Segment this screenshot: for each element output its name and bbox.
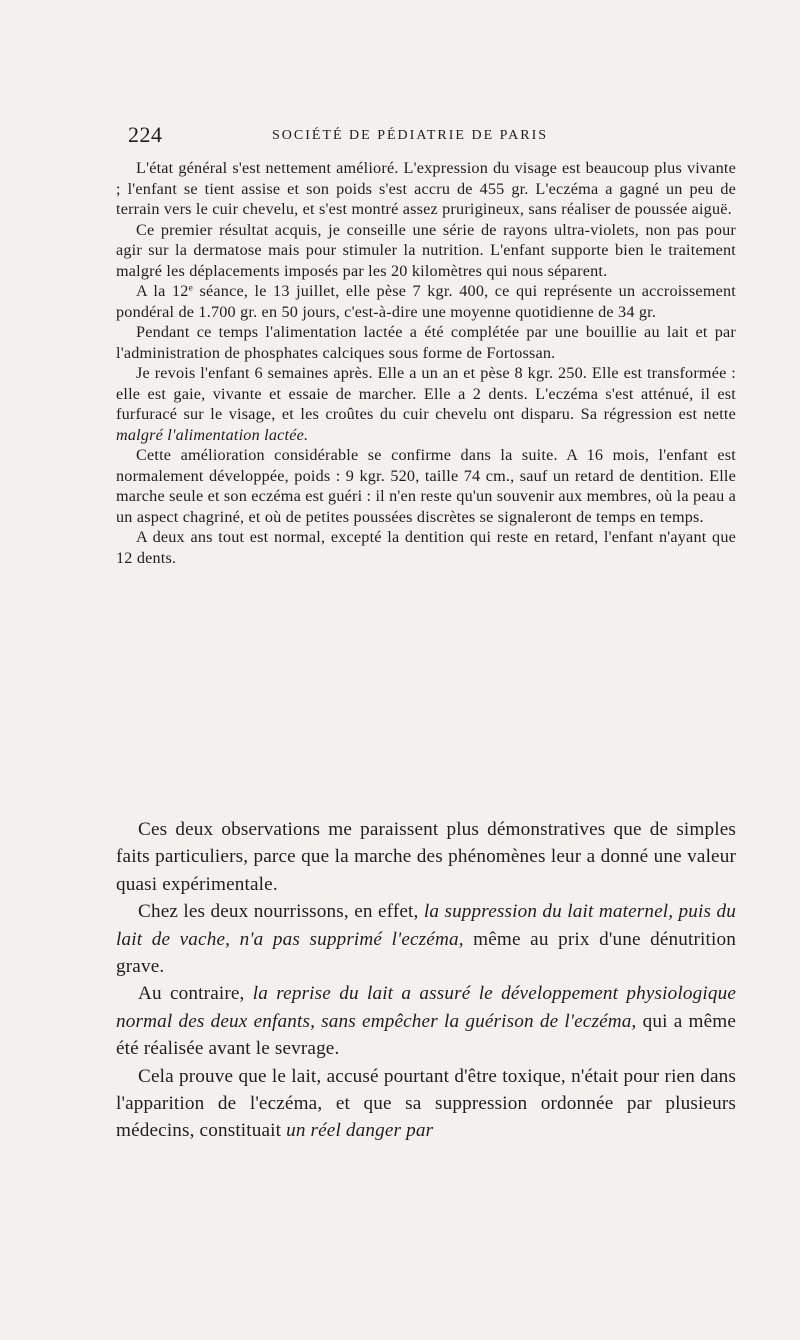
paragraph: Au contraire, la reprise du lait a assuré le développement physiologique normal des deux enfants, sans empêcher la guérison de l'eczéma, qui a même été réalisée avant le sevrage. [116,983,736,1060]
paragraph: Cette amélioration considérable se confirme dans la suite. A 16 mois, l'enfant est normalement développée, poids : 9 kgr. 520, taille 74 cm., sauf un retard de dentition. Elle marche seule et son eczéma est guéri : il n'en reste qu'un souvenir aux membres, où la peau a un aspect chagriné, et où de petites poussées discrètes se signaleront de temps en temps. [116,446,737,526]
paragraph: Chez les deux nourrissons, en effet, la suppression du lait maternel, puis du lait de vache, n'a pas supprimé l'eczéma, même au prix d'une dénutrition grave. [116,901,736,978]
paragraph: Pendant ce temps l'alimentation lactée a été complétée par une bouillie au lait et par l'administration de phosphates calciques sous forme de Fortossan. [116,323,736,362]
italic-emphasis: la suppression du lait maternel, puis du lait de vache, n'a pas supprimé l'eczéma [116,901,736,950]
paragraph: Cela prouve que le lait, accusé pourtant d'être toxique, n'était pour rien dans l'apparition de l'eczéma, et que sa suppression ordonnée par plusieurs médecins, constituait un réel danger par [116,1065,736,1142]
observation-text [116,158,736,568]
italic-emphasis: malgré l'alimentation lactée. [116,425,309,444]
paragraph: Ces deux observations me paraissent plus démonstratives que de simples faits particuliers, parce que la marche des phénomènes leur a donné une valeur quasi expérimentale. [116,819,736,895]
conclusion-text [116,816,736,1145]
page-header [128,122,736,154]
paragraph: Je revois l'enfant 6 semaines après. Elle a un an et pèse 8 kgr. 250. Elle est transformée : elle est gaie, vivante et essaie de marcher. Elle a 2 dents. L'eczéma s'est atténué, il est furfuracé sur le visage, et les croûtes du cuir chevelu ont disparu. Sa régression est nette malgré l'alimentation lactée. [116,364,736,444]
paragraph: A la 12e séance, le 13 juillet, elle pèse 7 kgr. 400, ce qui représente un accroissement pondéral de 1.700 gr. en 50 jours, c'est-à-dire une moyenne quotidienne de 34 gr. [116,282,736,321]
italic-emphasis: un réel danger par [286,1120,434,1142]
running-title: SOCIÉTÉ DE PÉDIATRIE DE PARIS [272,128,549,143]
page-number: 224 [128,122,163,147]
paragraph: A deux ans tout est normal, excepté la dentition qui reste en retard, l'enfant n'ayant que 12 dents. [116,528,736,567]
italic-emphasis: la reprise du lait a assuré le développement physiologique normal des deux enfants, sans empêcher la guérison de l'eczéma [116,983,736,1032]
paragraph: Ce premier résultat acquis, je conseille une série de rayons ultra-violets, non pas pour agir sur la dermatose mais pour stimuler la nutrition. L'enfant supporte bien le traitement malgré les déplacements imposés par les 20 kilomètres qui nous séparent. [116,220,736,280]
paragraph: L'état général s'est nettement amélioré. L'expression du visage est beaucoup plus vivante ; l'enfant se tient assise et son poids s'est accru de 455 gr. L'eczéma a gagné un peu de terrain vers le cuir chevelu, et s'est montré assez prurigineux, sans réaliser de poussée aiguë. [116,159,736,218]
